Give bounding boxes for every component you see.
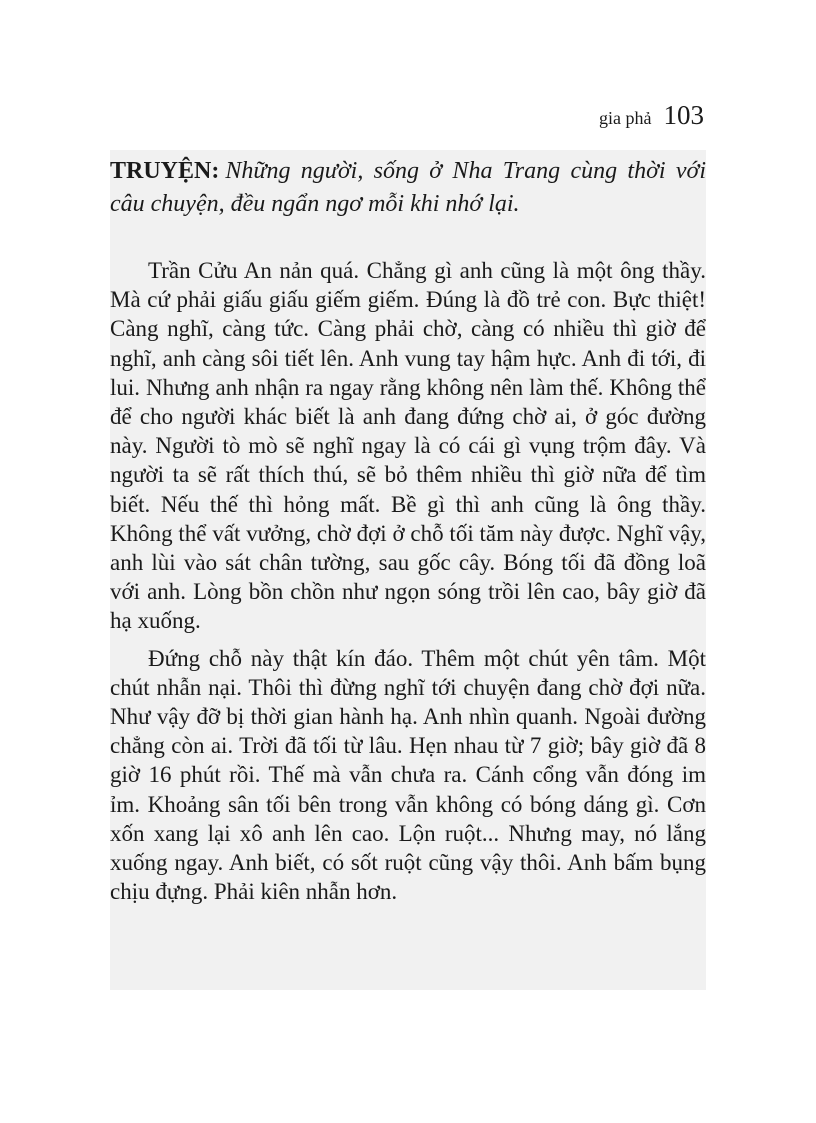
story-intro (110, 155, 706, 221)
running-header (599, 100, 704, 131)
section-title: gia phả (599, 108, 652, 128)
story-body (110, 256, 706, 914)
paragraph: Đứng chỗ này thật kín đáo. Thêm một chút yên tâm. Một chút nhẫn nại. Thôi thì đừng nghĩ tới chuyện đang chờ đợi nữa. Như vậy đỡ bị thời gian hành hạ. Anh nhìn quanh. Ngoài đường chẳng còn ai. Trời đã tối từ lâu. Hẹn nhau từ 7 giờ; bây giờ đã 8 giờ 16 phút rồi. Thế mà vẫn chưa ra. Cánh cổng vẫn đóng im ỉm. Khoảng sân tối bên trong vẫn không có bóng dáng gì. Cơn xốn xang lại xô anh lên cao. Lộn ruột... Nhưng may, nó lắng xuống ngay. Anh biết, có sốt ruột cũng vậy thôi. Anh bấm bụng chịu đựng. Phải kiên nhẫn hơn. (110, 645, 706, 905)
story-label: TRUYỆN: (110, 158, 220, 184)
page-number: 103 (663, 100, 704, 130)
story-lead: Những người, sống ở Nha Trang cùng thời với câu chuyện, đều ngẩn ngơ mỗi khi nhớ lại. (110, 158, 706, 217)
paragraph: Trần Cửu An nản quá. Chẳng gì anh cũng là một ông thầy. Mà cứ phải giấu giấu giếm giếm. Đúng là đồ trẻ con. Bực thiệt! Càng nghĩ, càng tức. Càng phải chờ, càng có nhiều thì giờ để nghĩ, anh càng sôi tiết lên. Anh vung tay hậm hực. Anh đi tới, đi lui. Nhưng anh nhận ra ngay rằng không nên làm thế. Không thể để cho người khác biết là anh đang đứng chờ ai, ở góc đường này. Người tò mò sẽ nghĩ ngay là có cái gì vụng trộm đây. Và người ta sẽ rất thích thú, sẽ bỏ thêm nhiều thì giờ nữa để tìm biết. Nếu thế thì hỏng mất. Bề gì thì anh cũng là ông thầy. Không thể vất vưởng, chờ đợi ở chỗ tối tăm này được. Nghĩ vậy, anh lùi vào sát chân tường, sau gốc cây. Bóng tối đã đồng loã với anh. Lòng bồn chồn như ngọn sóng trồi lên cao, bây giờ đã hạ xuống. (110, 258, 706, 634)
